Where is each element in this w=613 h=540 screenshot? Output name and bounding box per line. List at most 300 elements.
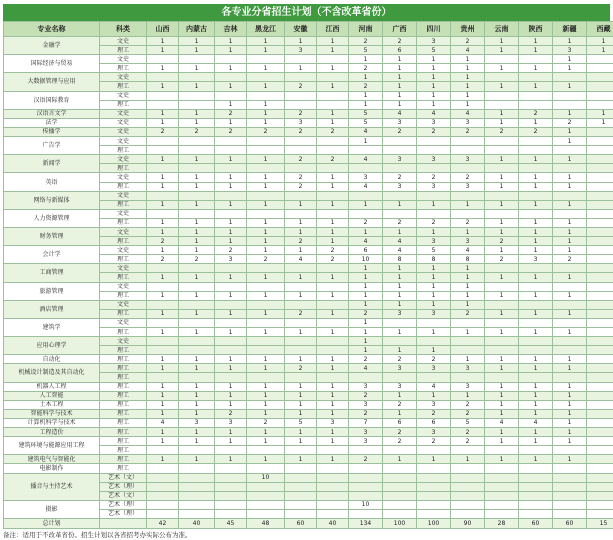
quota-cell: 1 [285,227,317,236]
quota-cell: 4 [349,155,383,164]
quota-cell: 3 [349,173,383,182]
quota-cell [215,346,247,355]
table-row [4,428,613,437]
quota-cell: 3 [417,118,451,127]
quota-cell: 2 [285,182,317,191]
quota-cell [349,191,383,200]
quota-cell [317,509,349,518]
quota-cell: 1 [417,455,451,464]
quota-cell [417,509,451,518]
quota-cell: 1 [417,82,451,91]
header-cell: 江西 [317,22,349,37]
quota-cell: 1 [317,309,349,318]
quota-cell: 1 [247,455,285,464]
quota-cell: 4 [349,127,383,136]
total-cell: 48 [247,518,285,528]
quota-cell [179,318,215,327]
quota-cell [451,164,485,173]
quota-cell [485,464,519,473]
track-cell: 理工 [100,100,147,109]
major-name-cell: 自动化 [4,355,100,364]
quota-cell [317,318,349,327]
quota-cell: 1 [285,246,317,255]
quota-cell: 2 [179,127,215,136]
quota-cell: 2 [485,255,519,264]
quota-cell: 1 [215,64,247,73]
quota-cell: 1 [285,455,317,464]
total-cell: 60 [553,518,587,528]
track-cell: 理工 [100,418,147,427]
quota-cell [147,373,179,382]
quota-cell [147,491,179,500]
track-cell: 理工 [100,146,147,155]
quota-cell [553,446,587,455]
quota-cell [587,191,613,200]
quota-cell [553,464,587,473]
major-name-cell: 大数据管理与应用 [4,73,100,91]
table-row [4,191,613,200]
quota-cell: 1 [519,218,553,227]
quota-cell: 1 [285,328,317,337]
track-cell: 文史 [100,318,147,327]
table-row [4,500,613,509]
quota-cell [553,373,587,382]
quota-cell [285,137,317,146]
quota-cell: 1 [519,355,553,364]
table-row [4,246,613,255]
quota-cell [587,264,613,273]
quota-cell [247,191,285,200]
quota-cell: 1 [317,391,349,400]
quota-cell: 1 [349,291,383,300]
quota-cell: 3 [383,155,417,164]
quota-cell: 1 [147,200,179,209]
quota-cell: 1 [285,218,317,227]
quota-cell [451,446,485,455]
quota-cell: 2 [519,127,553,136]
quota-cell: 1 [383,264,417,273]
quota-cell [553,491,587,500]
quota-cell [587,346,613,355]
quota-cell: 1 [519,118,553,127]
quota-cell: 1 [147,246,179,255]
quota-cell: 2 [383,437,417,446]
quota-cell: 1 [285,382,317,391]
quota-cell [285,373,317,382]
total-cell: 60 [285,518,317,528]
quota-cell: 1 [215,155,247,164]
quota-cell: 2 [451,173,485,182]
quota-cell [215,464,247,473]
quota-cell [247,137,285,146]
quota-cell [587,137,613,146]
track-cell: 理工 [100,382,147,391]
quota-cell: 4 [451,109,485,118]
header-row [4,22,613,37]
quota-cell [587,64,613,73]
quota-cell: 5 [417,46,451,55]
quota-cell [179,209,215,218]
quota-cell: 1 [417,273,451,282]
quota-cell: 6 [383,46,417,55]
quota-cell [285,446,317,455]
quota-cell: 2 [383,173,417,182]
quota-cell: 1 [215,437,247,446]
quota-cell [519,500,553,509]
quota-cell: 1 [179,64,215,73]
quota-cell: 2 [285,109,317,118]
quota-cell [519,300,553,309]
quota-cell [179,482,215,491]
track-cell: 文史 [100,337,147,346]
quota-cell: 2 [349,309,383,318]
quota-cell [485,491,519,500]
quota-cell [383,491,417,500]
quota-cell: 1 [383,273,417,282]
quota-cell: 1 [179,200,215,209]
header-cell: 专业名称 [4,22,100,37]
quota-cell [215,137,247,146]
quota-cell [451,191,485,200]
major-name-cell: 金融学 [4,37,100,55]
quota-cell: 1 [215,455,247,464]
quota-cell [553,282,587,291]
quota-cell: 3 [451,182,485,191]
quota-cell [147,318,179,327]
quota-cell: 1 [553,391,587,400]
quota-cell: 1 [519,391,553,400]
quota-cell: 6 [349,246,383,255]
quota-cell: 2 [317,246,349,255]
quota-cell [587,73,613,82]
quota-cell: 2 [417,218,451,227]
quota-cell: 1 [349,300,383,309]
quota-cell: 1 [553,127,587,136]
quota-cell: 1 [317,409,349,418]
quota-cell: 2 [451,127,485,136]
quota-cell [215,209,247,218]
quota-cell [247,509,285,518]
quota-cell [587,509,613,518]
quota-cell: 1 [179,364,215,373]
quota-cell: 3 [349,400,383,409]
quota-cell: 1 [247,118,285,127]
quota-cell: 1 [349,264,383,273]
quota-cell [179,282,215,291]
quota-cell: 1 [317,109,349,118]
quota-cell [417,500,451,509]
quota-cell [147,146,179,155]
quota-cell: 2 [285,155,317,164]
table-row [4,127,613,136]
quota-cell [553,209,587,218]
quota-cell: 1 [147,364,179,373]
quota-cell: 1 [317,273,349,282]
quota-cell: 1 [349,273,383,282]
quota-cell: 2 [383,355,417,364]
quota-cell [147,100,179,109]
quota-cell: 1 [317,64,349,73]
quota-cell [417,373,451,382]
table-row [4,109,613,118]
quota-cell: 6 [383,418,417,427]
track-cell: 理工 [100,446,147,455]
quota-cell: 1 [179,400,215,409]
quota-cell: 1 [417,64,451,73]
quota-cell: 1 [519,364,553,373]
quota-cell: 1 [553,137,587,146]
quota-cell [285,346,317,355]
quota-cell [519,464,553,473]
total-track-cell [100,518,147,528]
quota-cell: 1 [179,409,215,418]
quota-cell: 1 [485,155,519,164]
table-row [4,364,613,373]
quota-cell: 1 [553,246,587,255]
quota-cell [247,346,285,355]
quota-cell: 2 [383,428,417,437]
quota-cell: 1 [485,227,519,236]
quota-cell: 2 [417,409,451,418]
quota-cell: 3 [383,382,417,391]
header-cell: 四川 [417,22,451,37]
quota-cell: 1 [285,391,317,400]
quota-cell: 2 [285,82,317,91]
quota-cell [587,491,613,500]
quota-cell [285,164,317,173]
quota-cell: 3 [417,364,451,373]
quota-cell: 1 [317,118,349,127]
total-cell: 42 [147,518,179,528]
quota-cell [417,191,451,200]
quota-cell [215,264,247,273]
quota-cell [247,446,285,455]
quota-cell: 1 [451,300,485,309]
quota-cell [317,73,349,82]
quota-cell: 1 [147,309,179,318]
quota-cell: 1 [417,346,451,355]
quota-cell: 1 [179,273,215,282]
quota-cell [247,73,285,82]
quota-cell: 1 [147,155,179,164]
quota-cell: 1 [317,37,349,46]
quota-cell [179,373,215,382]
quota-cell: 1 [519,237,553,246]
track-cell: 理工 [100,182,147,191]
quota-cell: 2 [215,409,247,418]
quota-cell: 2 [215,127,247,136]
quota-cell [485,337,519,346]
quota-cell: 1 [215,227,247,236]
quota-cell: 1 [215,200,247,209]
quota-cell: 1 [519,328,553,337]
quota-cell [553,482,587,491]
quota-cell: 1 [485,273,519,282]
quota-cell [485,191,519,200]
table-row [4,473,613,482]
major-name-cell: 智能科学与技术 [4,409,100,418]
quota-cell: 1 [451,264,485,273]
quota-cell: 1 [519,227,553,236]
quota-cell [587,337,613,346]
quota-cell: 1 [285,37,317,46]
quota-cell: 1 [417,73,451,82]
table-row [4,300,613,309]
quota-cell: 2 [417,355,451,364]
quota-cell: 4 [349,182,383,191]
quota-cell [147,337,179,346]
quota-cell: 3 [317,418,349,427]
table-row [4,409,613,418]
major-name-cell: 机器人工程 [4,382,100,391]
quota-cell: 1 [519,200,553,209]
quota-cell [587,155,613,164]
quota-cell: 1 [147,46,179,55]
quota-cell: 1 [215,355,247,364]
quota-cell [587,473,613,482]
track-cell: 文史 [100,209,147,218]
quota-cell [553,318,587,327]
quota-cell: 1 [553,155,587,164]
track-cell: 理工 [100,373,147,382]
quota-cell: 2 [147,255,179,264]
quota-cell [553,164,587,173]
quota-cell: 1 [285,409,317,418]
quota-cell [147,446,179,455]
quota-cell: 2 [349,37,383,46]
table-row [4,173,613,182]
quota-cell [179,100,215,109]
quota-cell [519,164,553,173]
track-cell: 文史 [100,246,147,255]
quota-cell: 2 [417,127,451,136]
quota-cell [587,255,613,264]
quota-cell [147,482,179,491]
quota-cell: 1 [485,328,519,337]
quota-cell: 1 [247,155,285,164]
admission-plan-table [3,21,613,529]
quota-cell: 1 [147,391,179,400]
quota-cell: 1 [147,273,179,282]
header-cell: 云南 [485,22,519,37]
quota-cell: 1 [215,391,247,400]
quota-cell [285,318,317,327]
quota-cell: 1 [587,46,613,55]
quota-cell [147,264,179,273]
quota-cell: 1 [215,37,247,46]
track-cell: 文史 [100,191,147,200]
quota-cell: 2 [383,400,417,409]
quota-cell: 3 [451,364,485,373]
quota-cell: 3 [417,400,451,409]
quota-cell: 1 [519,400,553,409]
quota-cell: 1 [383,100,417,109]
quota-cell: 1 [519,64,553,73]
quota-cell [587,364,613,373]
quota-cell [349,446,383,455]
quota-cell: 1 [179,109,215,118]
quota-cell [587,182,613,191]
track-cell: 理工 [100,82,147,91]
quota-cell: 1 [179,455,215,464]
quota-cell: 1 [553,428,587,437]
quota-cell [247,337,285,346]
quota-cell: 3 [451,382,485,391]
quota-cell: 1 [485,382,519,391]
track-cell: 文史 [100,37,147,46]
quota-cell [519,346,553,355]
quota-cell: 1 [485,309,519,318]
track-cell: 文史 [100,127,147,136]
quota-cell: 1 [179,155,215,164]
quota-cell [417,164,451,173]
quota-cell: 1 [553,418,587,427]
quota-cell [317,446,349,455]
quota-cell: 1 [285,291,317,300]
quota-cell: 8 [383,255,417,264]
track-cell: 理工 [100,273,147,282]
quota-cell [317,337,349,346]
header-cell: 新疆 [553,22,587,37]
table-row [4,118,613,127]
quota-cell: 1 [215,273,247,282]
quota-cell [587,164,613,173]
quota-cell: 2 [451,37,485,46]
quota-cell: 2 [349,82,383,91]
quota-cell: 4 [383,246,417,255]
quota-cell: 2 [349,409,383,418]
major-name-cell: 国际经济与贸易 [4,55,100,73]
quota-cell: 2 [451,218,485,227]
quota-cell [147,473,179,482]
quota-cell: 4 [349,237,383,246]
quota-cell [383,473,417,482]
quota-cell [349,491,383,500]
quota-cell [451,337,485,346]
quota-cell: 2 [215,109,247,118]
quota-cell: 3 [285,46,317,55]
quota-cell: 2 [553,255,587,264]
quota-cell: 8 [451,255,485,264]
quota-cell: 1 [247,246,285,255]
quota-cell: 1 [349,73,383,82]
quota-cell: 1 [451,227,485,236]
quota-cell [587,409,613,418]
quota-cell: 1 [317,355,349,364]
major-name-cell: 计算机科学与技术 [4,418,100,427]
table-row [4,355,613,364]
quota-cell [553,264,587,273]
quota-cell: 4 [451,246,485,255]
quota-cell: 2 [349,64,383,73]
quota-cell [383,337,417,346]
quota-cell: 8 [417,255,451,264]
track-cell: 文史 [100,73,147,82]
quota-cell [519,55,553,64]
quota-cell [147,346,179,355]
quota-cell: 2 [285,364,317,373]
quota-cell [179,464,215,473]
quota-cell [317,100,349,109]
quota-cell [417,473,451,482]
quota-cell: 2 [285,127,317,136]
major-name-cell: 旅游管理 [4,282,100,300]
quota-cell [485,146,519,155]
quota-cell [247,91,285,100]
footnote: 备注：适用于不改革省份。招生计划以各省招考办实际公布为准。 [3,531,610,540]
quota-cell: 1 [383,227,417,236]
quota-cell: 1 [247,237,285,246]
